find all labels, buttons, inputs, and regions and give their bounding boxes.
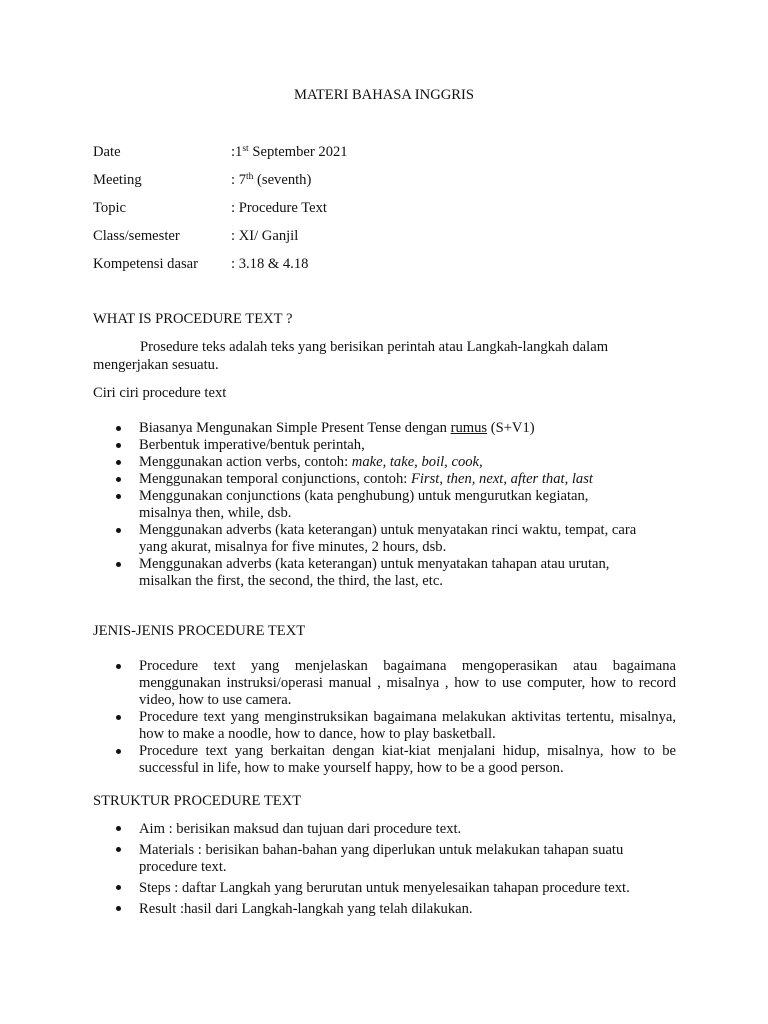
meta-value: : Procedure Text bbox=[231, 200, 327, 216]
list-item: Biasanya Mengunakan Simple Present Tense dengan rumus (S+V1) bbox=[93, 420, 676, 437]
bullet-icon bbox=[116, 460, 121, 465]
list-item: Result :hasil dari Langkah-langkah yang telah dilakukan. bbox=[93, 901, 653, 918]
list-item: Berbentuk imperative/bentuk perintah, bbox=[93, 437, 676, 454]
list-item: Menggunakan temporal conjunctions, contoh: First, then, next, after that, last bbox=[93, 471, 676, 488]
paragraph-line: mengerjakan sesuatu. bbox=[93, 357, 219, 373]
list-item: Menggunakan adverbs (kata keterangan) untuk menyatakan tahapan atau urutan, misalkan the first, the second, the third, the last, etc. bbox=[93, 556, 676, 590]
meta-label: Meeting bbox=[93, 172, 142, 188]
bullet-icon bbox=[116, 477, 121, 482]
meta-value: : 3.18 & 4.18 bbox=[231, 256, 309, 272]
list-item: Menggunakan conjunctions (kata penghubung) untuk mengurutkan kegiatan, misalnya then, while, dsb. bbox=[93, 488, 676, 522]
bullet-icon bbox=[116, 494, 121, 499]
meta-label: Kompetensi dasar bbox=[93, 256, 198, 272]
bullet-icon bbox=[116, 562, 121, 567]
ciri-heading: Ciri ciri procedure text bbox=[93, 385, 227, 401]
jenis-heading: JENIS-JENIS PROCEDURE TEXT bbox=[93, 623, 306, 639]
list-item: Procedure text yang menjelaskan bagaimana mengoperasikan atau bagaimana menggunakan instruksi/operasi manual , misalnya , how to use computer, how to record video, how to use camera. bbox=[93, 658, 676, 709]
list-item: Steps : daftar Langkah yang berurutan untuk menyelesaikan tahapan procedure text. bbox=[93, 880, 653, 897]
meta-label: Class/semester bbox=[93, 228, 180, 244]
document-title: MATERI BAHASA INGGRIS bbox=[293, 87, 474, 103]
meta-value: : 7th (seventh) bbox=[231, 172, 312, 188]
what-is-heading: WHAT IS PROCEDURE TEXT ? bbox=[93, 311, 293, 327]
list-item: Materials : berisikan bahan-bahan yang diperlukan untuk melakukan tahapan suatu procedure text. bbox=[93, 842, 653, 876]
jenis-list bbox=[93, 658, 676, 777]
bullet-icon bbox=[116, 826, 121, 831]
bullet-icon bbox=[116, 906, 121, 911]
meta-value: : XI/ Ganjil bbox=[231, 228, 299, 244]
bullet-icon bbox=[116, 443, 121, 448]
meta-value: :1st September 2021 bbox=[231, 144, 348, 160]
list-item: Procedure text yang berkaitan dengan kiat-kiat menjalani hidup, misalnya, how to be successful in life, how to make yourself happy, how to be a good person. bbox=[93, 743, 676, 777]
paragraph-line: Prosedure teks adalah teks yang berisikan perintah atau Langkah-langkah dalam bbox=[140, 339, 609, 355]
list-item: Menggunakan action verbs, contoh: make, take, boil, cook, bbox=[93, 454, 676, 471]
bullet-icon bbox=[116, 847, 121, 852]
meta-label: Date bbox=[93, 144, 121, 160]
meta-label: Topic bbox=[93, 200, 127, 216]
bullet-icon bbox=[116, 885, 121, 890]
list-item: Menggunakan adverbs (kata keterangan) untuk menyatakan rinci waktu, tempat, cara yang akurat, misalnya for five minutes, 2 hours, dsb. bbox=[93, 522, 676, 556]
bullet-icon bbox=[116, 664, 121, 669]
bullet-icon bbox=[116, 715, 121, 720]
bullet-icon bbox=[116, 426, 121, 431]
bullet-icon bbox=[116, 749, 121, 754]
list-item: Aim : berisikan maksud dan tujuan dari procedure text. bbox=[93, 821, 653, 838]
struktur-heading: STRUKTUR PROCEDURE TEXT bbox=[93, 793, 302, 809]
ciri-list bbox=[93, 420, 676, 590]
definition-paragraph bbox=[93, 339, 653, 374]
list-item: Procedure text yang menginstruksikan bagaimana melakukan aktivitas tertentu, misalnya, how to make a noodle, how to dance, how to play basketball. bbox=[93, 709, 676, 743]
struktur-list bbox=[93, 821, 653, 922]
bullet-icon bbox=[116, 528, 121, 533]
